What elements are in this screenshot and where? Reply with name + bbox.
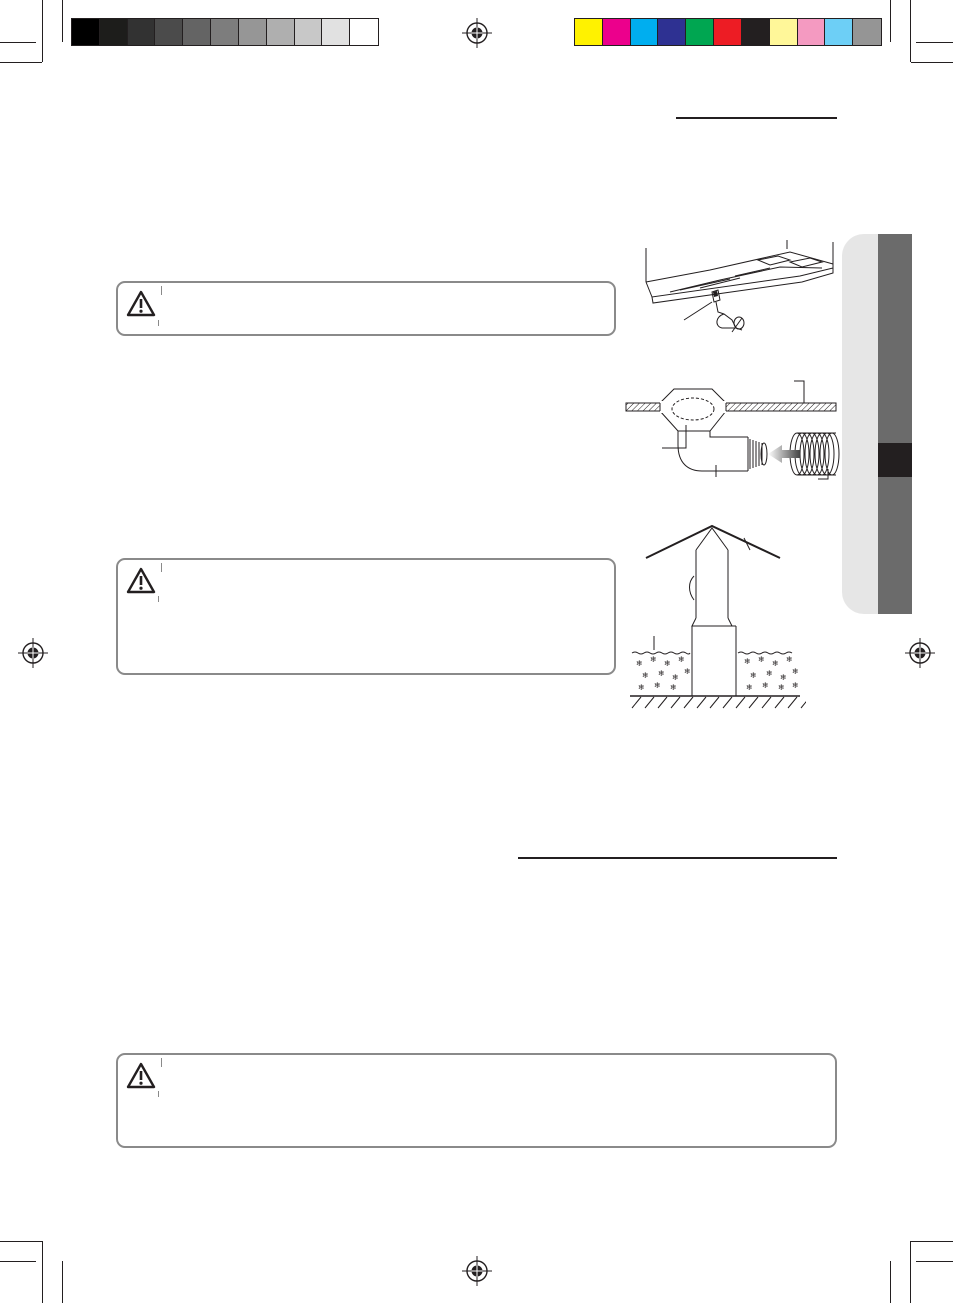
svg-text:❄: ❄ xyxy=(658,669,665,678)
color-swatch xyxy=(631,19,659,45)
svg-text:❄: ❄ xyxy=(642,671,649,680)
color-swatch xyxy=(128,19,156,45)
caution-box xyxy=(116,1053,837,1148)
svg-text:❄: ❄ xyxy=(670,683,677,692)
svg-text:❄: ❄ xyxy=(762,681,769,690)
color-swatch xyxy=(770,19,798,45)
color-swatch xyxy=(825,19,853,45)
color-swatch xyxy=(100,19,128,45)
color-swatch xyxy=(295,19,323,45)
section-rule xyxy=(518,857,837,859)
drain-hose-insulation-illustration xyxy=(622,375,840,485)
svg-text:❄: ❄ xyxy=(636,659,643,668)
svg-text:❄: ❄ xyxy=(778,683,785,692)
caution-divider xyxy=(158,596,159,602)
indoor-unit-drain-port-illustration xyxy=(640,240,840,340)
svg-text:❄: ❄ xyxy=(746,683,753,692)
svg-text:❄: ❄ xyxy=(758,655,765,664)
svg-text:❄: ❄ xyxy=(638,683,645,692)
color-swatch xyxy=(742,19,770,45)
color-swatch xyxy=(603,19,631,45)
color-swatch xyxy=(350,19,378,45)
warning-triangle-icon xyxy=(126,290,156,317)
color-swatch xyxy=(183,19,211,45)
svg-text:❄: ❄ xyxy=(750,671,757,680)
caution-box xyxy=(116,281,616,336)
caution-divider xyxy=(161,563,162,572)
crop-mark xyxy=(911,1241,953,1242)
svg-text:❄: ❄ xyxy=(780,673,787,682)
crop-mark xyxy=(916,1261,953,1262)
crop-mark xyxy=(0,1261,36,1262)
registration-mark-icon xyxy=(462,18,492,48)
warning-triangle-icon xyxy=(126,567,156,594)
crop-mark xyxy=(62,1261,63,1303)
color-swatch xyxy=(155,19,183,45)
color-swatch xyxy=(322,19,350,45)
registration-mark-icon xyxy=(905,638,935,668)
registration-mark-icon xyxy=(18,638,48,668)
svg-text:❄: ❄ xyxy=(772,659,779,668)
color-swatch xyxy=(211,19,239,45)
color-swatch xyxy=(267,19,295,45)
svg-text:❄: ❄ xyxy=(678,655,685,664)
svg-text:❄: ❄ xyxy=(684,667,691,676)
side-tab-active-marker xyxy=(878,443,912,477)
crop-mark xyxy=(0,42,36,43)
color-swatch xyxy=(239,19,267,45)
caution-divider xyxy=(161,1058,162,1067)
crop-mark xyxy=(42,0,43,62)
caution-divider xyxy=(158,1091,159,1097)
svg-text:❄: ❄ xyxy=(650,655,657,664)
color-swatch xyxy=(798,19,826,45)
color-swatch xyxy=(575,19,603,45)
side-tab-dark-panel xyxy=(878,234,912,614)
color-swatch xyxy=(686,19,714,45)
registration-mark-icon xyxy=(462,1256,492,1286)
header-rule xyxy=(676,117,837,119)
outdoor-drain-pipe-snow-illustration xyxy=(626,520,806,710)
svg-text:❄: ❄ xyxy=(654,681,661,690)
svg-text:❄: ❄ xyxy=(786,655,793,664)
crop-mark xyxy=(911,62,953,63)
color-swatch xyxy=(714,19,742,45)
caution-divider xyxy=(161,286,162,295)
crop-mark xyxy=(62,0,63,42)
color-swatch xyxy=(72,19,100,45)
crop-mark xyxy=(910,0,911,62)
crop-mark xyxy=(910,1241,911,1303)
color-swatch xyxy=(853,19,881,45)
crop-mark xyxy=(890,1261,891,1303)
grayscale-color-bar xyxy=(71,18,379,46)
crop-mark xyxy=(890,0,891,42)
svg-text:❄: ❄ xyxy=(792,681,799,690)
color-swatch xyxy=(658,19,686,45)
svg-text:❄: ❄ xyxy=(792,667,799,676)
svg-text:❄: ❄ xyxy=(744,657,751,666)
warning-triangle-icon xyxy=(126,1062,156,1089)
side-tab-light-panel xyxy=(842,234,882,614)
svg-text:❄: ❄ xyxy=(766,669,773,678)
svg-text:❄: ❄ xyxy=(672,673,679,682)
crop-mark xyxy=(0,62,42,63)
crop-mark xyxy=(0,1241,42,1242)
svg-text:❄: ❄ xyxy=(664,659,671,668)
crop-mark xyxy=(42,1241,43,1303)
caution-box xyxy=(116,558,616,675)
caution-divider xyxy=(158,320,159,326)
process-color-bar xyxy=(574,18,882,46)
crop-mark xyxy=(916,42,953,43)
